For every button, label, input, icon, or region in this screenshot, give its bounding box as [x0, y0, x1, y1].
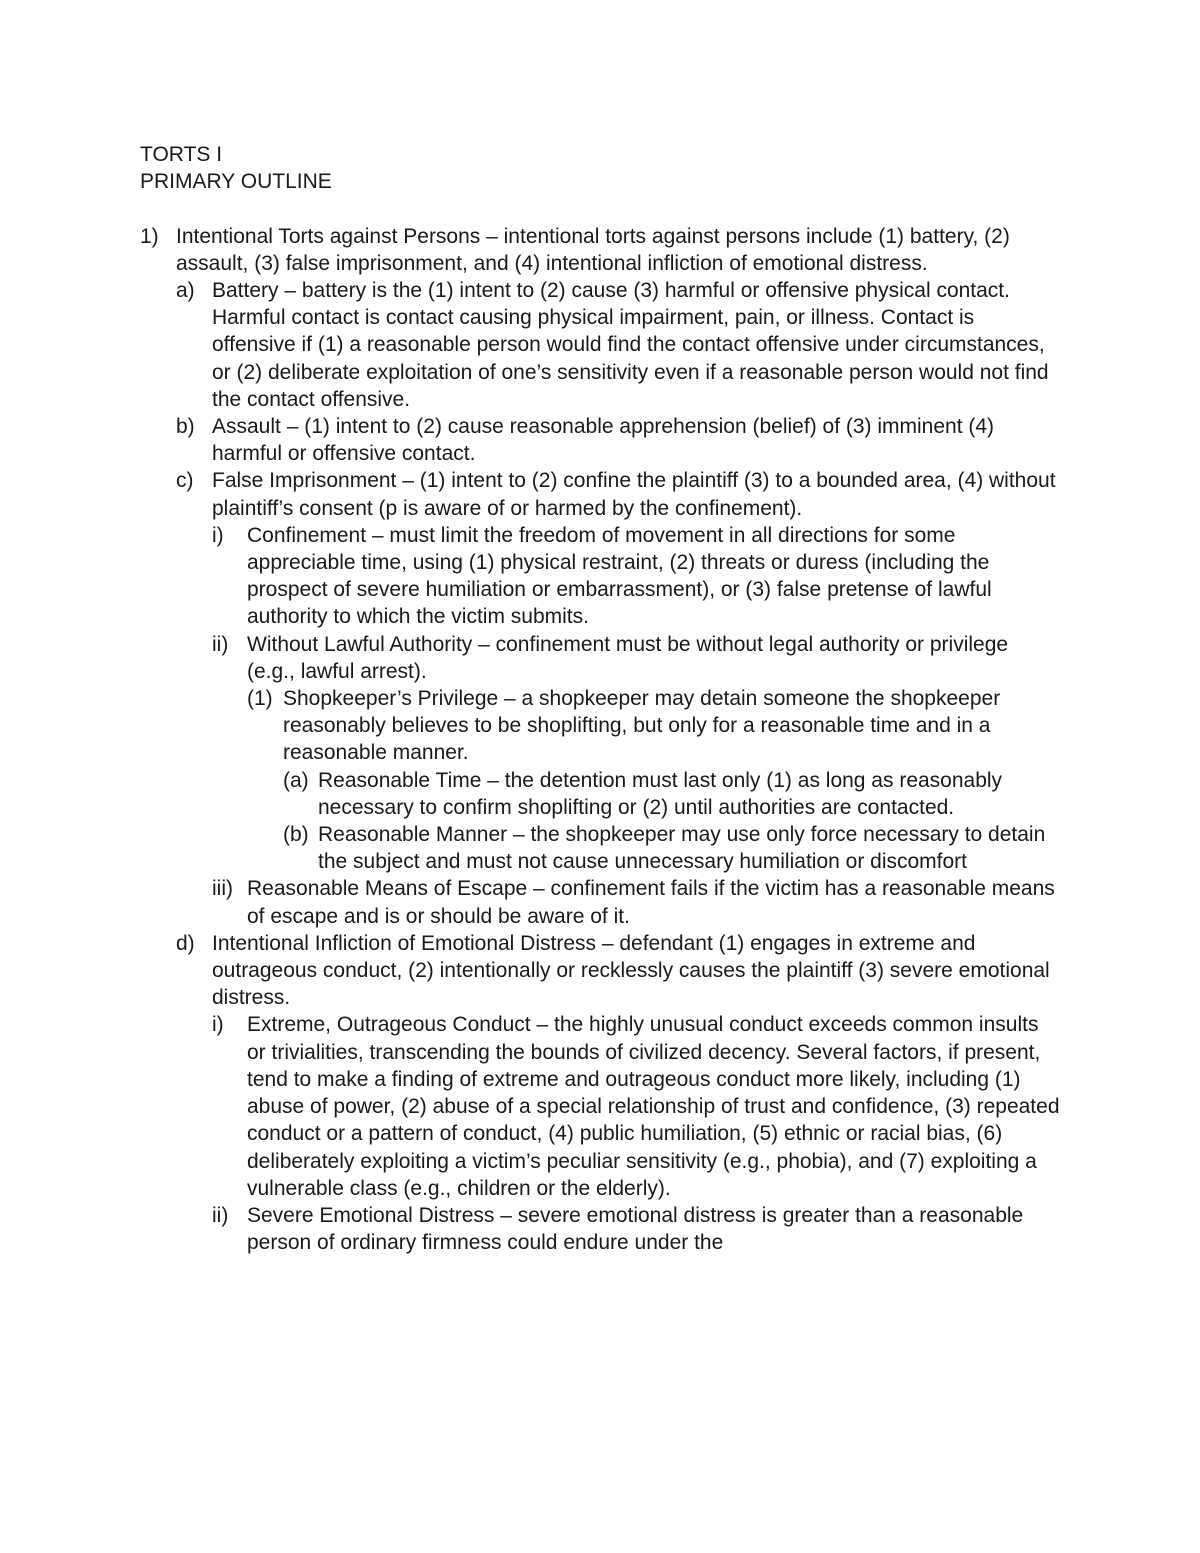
- outline-content: [140, 141, 1060, 1256]
- outline-marker: 1): [140, 224, 159, 248]
- outline-marker: c): [176, 469, 194, 493]
- outline-text: Confinement – must limit the freedom of movement in all directions for some appreciable time, using (1) physical restraint, (2) threats or duress (including the prospect of severe humiliation or embarrassment), or (3) false pretense of lawful authority to which the victim submits.: [247, 523, 992, 629]
- outline-marker: (1): [247, 687, 273, 711]
- outline-item-iied: [176, 930, 1060, 1012]
- outline-text: Extreme, Outrageous Conduct – the highly unusual conduct exceeds common insults or trivialities, transcending the bounds of civilized decency. Several factors, if present, tend to make a finding of extreme and outrageous conduct more likely, including (1) abuse of power, (2) abuse of a special relationship of trust and confidence, (3) repeated conduct or a pattern of conduct, (4) public humiliation, (5) ethnic or racial bias, (6) deliberately exploiting a victim’s peculiar sensitivity (e.g., phobia), and (7) exploiting a vulnerable class (e.g., children or the elderly).: [247, 1013, 1060, 1200]
- outline-marker: (a): [283, 768, 309, 792]
- outline-item-reasonable-manner: [283, 821, 1060, 875]
- outline-marker: i): [212, 1013, 224, 1037]
- outline-marker: ii): [212, 1203, 229, 1227]
- outline-text: Reasonable Means of Escape – confinement fails if the victim has a reasonable means of escape and is or should be aware of it.: [247, 877, 1055, 928]
- outline-marker: b): [176, 415, 195, 439]
- blank-line: [140, 195, 1060, 222]
- document-subtitle: PRIMARY OUTLINE: [140, 170, 332, 194]
- outline-item-severe-emotional-distress: [212, 1202, 1060, 1256]
- outline-item-extreme-outrageous-conduct: [212, 1011, 1060, 1201]
- outline-item-battery: [176, 277, 1060, 413]
- outline-item-false-imprisonment: [176, 467, 1060, 521]
- outline-marker: (b): [283, 823, 309, 847]
- outline-text: Battery – battery is the (1) intent to (2) cause (3) harmful or offensive physical contact. Harmful contact is contact causing physical impairment, pain, or illness. Contact is offensive if (1) a reasonable person would find the contact offensive under circumstances, or (2) deliberate exploitation of one’s sensitivity even if a reasonable person would not find the contact offensive.: [212, 279, 1049, 411]
- outline-item-reasonable-time: [283, 767, 1060, 821]
- outline-marker: iii): [212, 877, 233, 901]
- outline-text: Shopkeeper’s Privilege – a shopkeeper may detain someone the shopkeeper reasonably believes to be shoplifting, but only for a reasonable time and in a reasonable manner.: [283, 687, 1001, 765]
- outline-marker: ii): [212, 632, 229, 656]
- outline-item-assault: [176, 413, 1060, 467]
- outline-text: Severe Emotional Distress – severe emotional distress is greater than a reasonable person of ordinary firmness could endure under the: [247, 1203, 1024, 1255]
- outline-text: Intentional Torts against Persons – intentional torts against persons include (1) battery, (2) assault, (3) false imprisonment, and (4) intentional infliction of emotional distress.: [176, 224, 1010, 275]
- outline-item-intentional-torts: [140, 223, 1060, 277]
- outline-text: Intentional Infliction of Emotional Distress – defendant (1) engages in extreme and outrageous conduct, (2) intentionally or recklessly causes the plaintiff (3) severe emotional distress.: [212, 931, 1050, 1010]
- outline-text: Without Lawful Authority – confinement must be without legal authority or privilege (e.g., lawful arrest).: [247, 632, 1009, 683]
- outline-item-confinement: [212, 522, 1060, 631]
- outline-item-without-lawful-authority: [212, 631, 1060, 685]
- outline-item-shopkeepers-privilege: [247, 685, 1060, 767]
- outline-marker: i): [212, 523, 224, 547]
- outline-item-reasonable-means-of-escape: [212, 875, 1060, 929]
- outline-marker: d): [176, 931, 195, 955]
- outline-text: Reasonable Time – the detention must last only (1) as long as reasonably necessary to confirm shoplifting or (2) until authorities are contacted.: [318, 768, 1003, 819]
- outline-text: Assault – (1) intent to (2) cause reasonable apprehension (belief) of (3) imminent (4) harmful or offensive contact.: [212, 415, 995, 466]
- document-title: TORTS I: [140, 143, 223, 166]
- outline-marker: a): [176, 279, 195, 302]
- outline-text: False Imprisonment – (1) intent to (2) confine the plaintiff (3) to a bounded area, (4) without plaintiff’s consent (p is aware of or harmed by the confinement).: [212, 469, 1056, 520]
- outline-text: Reasonable Manner – the shopkeeper may use only force necessary to detain the subject and must not cause unnecessary humiliation or discomfort: [318, 823, 1046, 874]
